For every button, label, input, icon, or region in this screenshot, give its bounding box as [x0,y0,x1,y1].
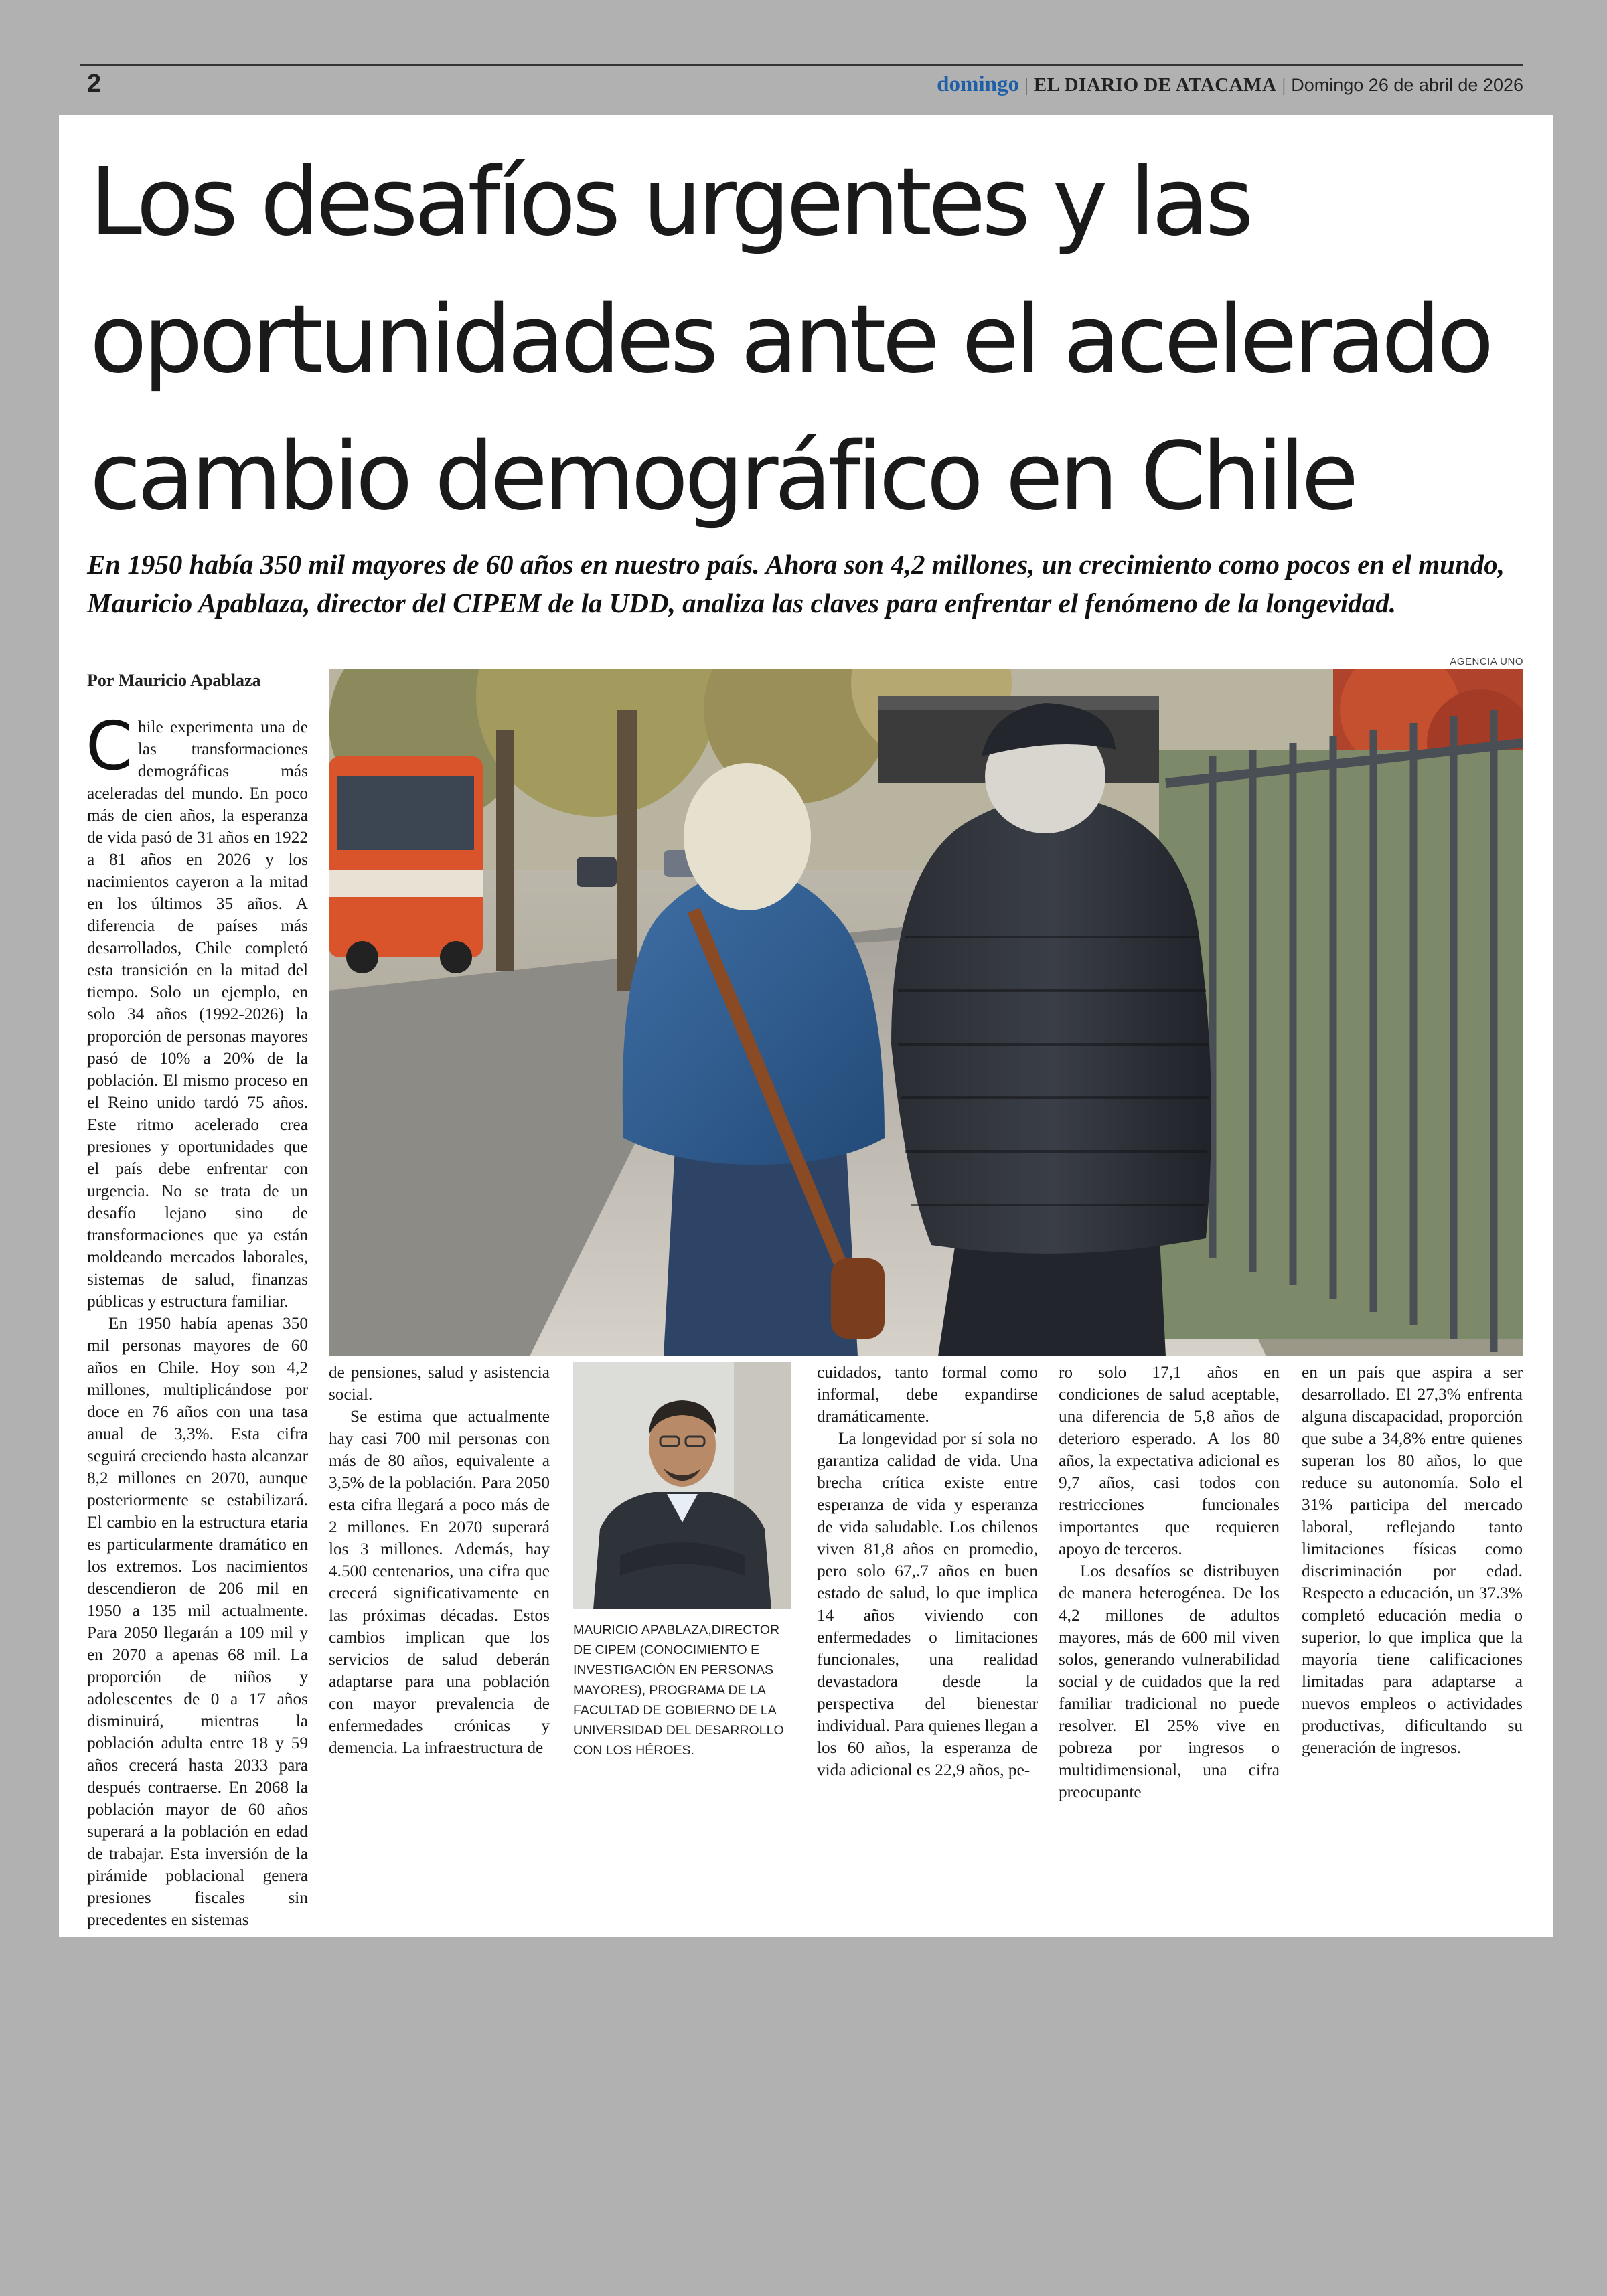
paragraph: de pensiones, salud y asistencia social. [329,1363,550,1404]
headline: Los desafíos urgentes y las oportunidades ante el acelerado cambio demográfico en Chile [90,148,1490,531]
masthead-separator: | [1024,74,1028,96]
page-number: 2 [87,70,102,98]
article-column-1 [86,707,308,1931]
author-portrait [573,1362,791,1609]
byline: Por Mauricio Apablaza [87,671,261,690]
newspaper-name: EL DIARIO DE ATACAMA [1033,74,1277,96]
issue-date: Domingo 26 de abril de 2026 [1291,75,1523,95]
main-photo [329,669,1523,1356]
paragraph: Los desafíos se distribuyen de manera heterogénea. De los 4,2 millones de adultos mayores, más de 600 mil viven solos, generando vulnerabilidad social y de cuidados que la red familiar tradicional no puede resolver. El 25% vive en pobreza por ingresos o multidimensional, una cifra preocupante [1059,1562,1280,1801]
drop-cap: C [86,707,133,785]
paragraph: En 1950 había apenas 350 mil personas mayores de 60 años en Chile. Hoy son 4,2 millones, multiplicándose por doce en 76 años con una tasa anual de 3,3%. Esta cifra seguirá creciendo hasta alcanzar 8,2 millones en 2070, aunque posteriormente se estabilizará. El cambio en la estructura etaria es particularmente dramático en los extremos. Los nacimientos descendieron de 206 mil en 1950 a 135 mil actualmente. Para 2050 llegarán a 109 mil y en 2070 a apenas 68 mil. La proporción de niños y adolescentes de 0 a 17 años disminuirá, mientras la población adulta entre 18 y 59 años crecerá hasta 2033 para después contraerse. En 2068 la población mayor de 60 años superará a la población en edad de trabajar. Esta inversión de la pirámide poblacional genera presiones fiscales sin precedentes en sistemas [87,1314,308,1929]
author-photo [573,1362,791,1609]
article-column-5 [1302,1362,1523,1759]
article-column-2 [329,1362,550,1759]
article-column-3 [817,1362,1038,1781]
paragraph: La longevidad por sí sola no garantiza calidad de vida. Una brecha crítica existe entre esperanza de vida y esperanza de vida saludable. Los chilenos viven 81,8 años en promedio, pero solo 67,.7 años en buen estado de salud, lo que implica 14 años viviendo con enfermedades o limitaciones funcionales, una realidad devastadora desde la perspectiva del bienestar individual. Para quienes llegan a los 60 años, la esperanza de vida adicional es 22,9 años, pe- [817,1429,1038,1779]
masthead [937,72,1523,97]
photo-caption: MAURICIO APABLAZA,DIRECTOR DE CIPEM (CONOCIMIENTO E INVESTIGACIÓN EN PERSONAS MAYORES), PROGRAMA DE LA FACULTAD DE GOBIERNO DE LA UNIVERSIDAD DEL DESARROLLO CON LOS HÉROES. [573,1623,784,1758]
article-column-4 [1059,1362,1280,1803]
article-page [59,115,1553,1937]
paragraph: Chile experimenta una de las transformaciones demográficas más aceleradas del mundo. En poco más de cien años, la esperanza de vida pasó de 31 años en 1922 a 81 años en 2026 y los nacimientos cayeron a la mitad en los últimos 35 años. A diferencia de países más desarrollados, Chile completó esta transición en la mitad del tiempo. Solo un ejemplo, en solo 34 años (1992-2026) la proporción de personas mayores pasó de 10% a 20% de la población. El mismo proceso en el Reino unido tardó 75 años. Este ritmo acelerado crea presiones y oportunidades que el país debe enfrentar con urgencia. No se trata de un desafío lejano sino de transformaciones que ya están moldeando mercados laborales, sistemas de salud, finanzas públicas y estructura familiar. [86,707,308,1311]
elderly-couple-walking-photo [329,669,1523,1356]
paragraph: en un país que aspira a ser desarrollado. El 27,3% enfrenta alguna discapacidad, proporción que sube a 34,8% entre quienes superan los 80 años, lo que reduce su autonomía. Solo el 31% participa del mercado laboral, reflejando tanto limitaciones físicas como discriminación por edad. Respecto a educación, un 37.3% completó educación media o superior, lo que implica que la mayoría tiene calificaciones limitadas para adaptarse a nuevos empleos o actividades productivas, dificultando su generación de ingresos. [1302,1363,1523,1757]
paragraph: Se estima que actualmente hay casi 700 mil personas con más de 80 años, equivalente a 3,5% de la población. Para 2050 esta cifra llegará a poco más de 2 millones. En 2070 superará los 3 millones. Además, hay 4.500 centenarios, una cifra que crecerá significativamente en las próximas décadas. Estos cambios implican que los servicios de salud deberán adaptarse para una población con mayor prevalencia de enfermedades crónicas y demencia. La infraestructura de [329,1407,550,1757]
deck: En 1950 había 350 mil mayores de 60 años en nuestro país. Ahora son 4,2 millones, un crecimiento como pocos en el mundo, Mauricio Apablaza, director del CIPEM de la UDD, analiza las claves para enfrentar el fenómeno de la longevidad. [87,549,1505,619]
paragraph: cuidados, tanto formal como informal, debe expandirse dramáticamente. [817,1363,1038,1426]
paragraph: ro solo 17,1 años en condiciones de salud aceptable, una diferencia de 5,8 años de deterioro esperado. A los 80 años, la expectativa adicional es 9,7 años, casi todos con restricciones funcionales importantes que requieren apoyo de terceros. [1059,1363,1280,1558]
masthead-separator: | [1282,74,1286,96]
photo-credit: AGENCIA UNO [1450,656,1523,667]
supplement-brand: domingo [937,72,1020,96]
page-header [80,64,1523,117]
